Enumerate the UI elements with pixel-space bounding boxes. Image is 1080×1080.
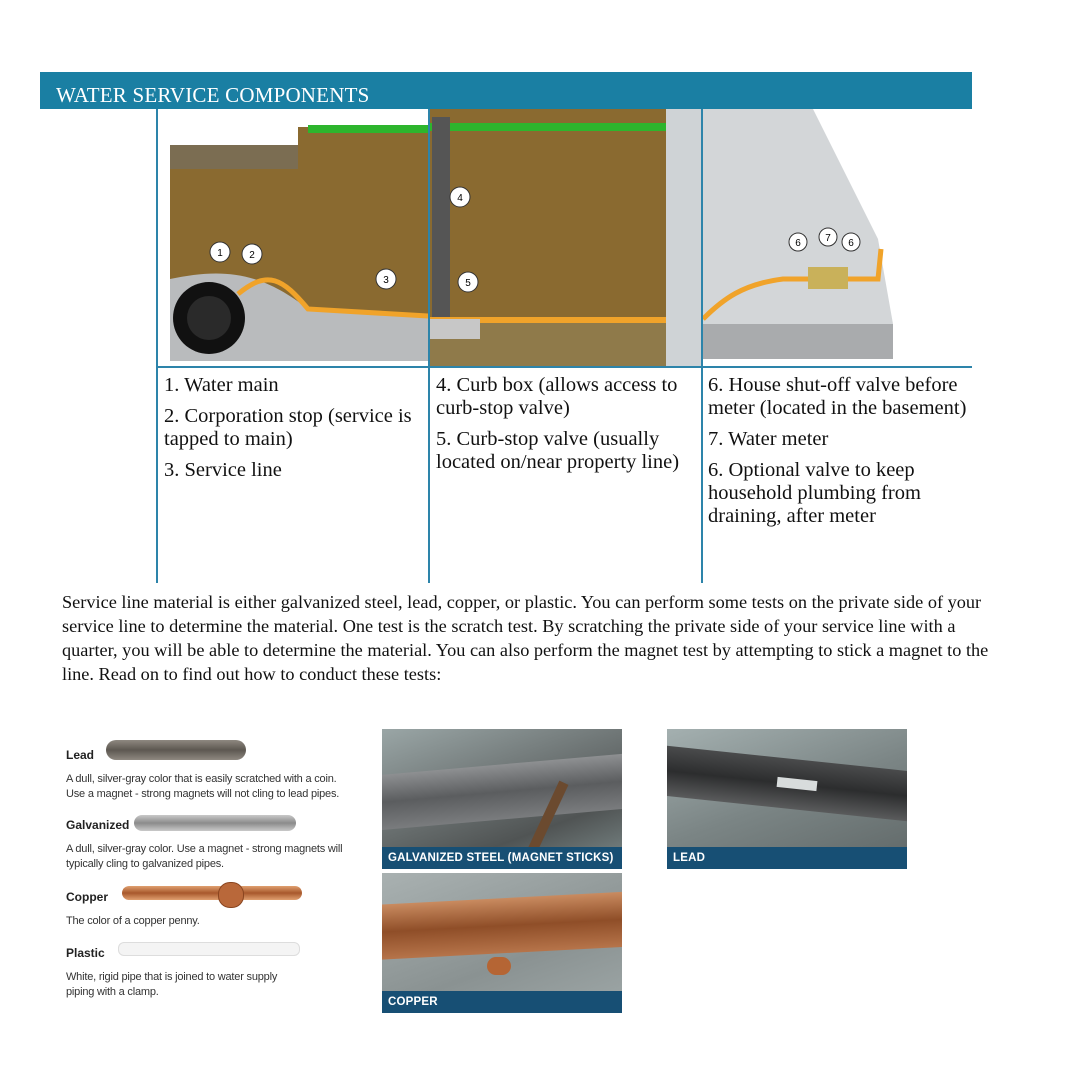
lead-pipe-image — [106, 740, 246, 760]
material-title: Copper — [66, 890, 108, 904]
svg-text:7: 7 — [825, 233, 831, 244]
galvanized-pipe-photo — [382, 752, 622, 830]
legend-item: 3. Service line — [164, 459, 282, 481]
legend-column-3 — [708, 374, 974, 536]
legend-column-2 — [436, 374, 698, 482]
marker-3 — [376, 269, 396, 289]
copper-pipe-image — [122, 886, 302, 900]
svg-text:1: 1 — [217, 248, 223, 259]
photo-galvanized — [382, 729, 622, 869]
penny-image — [218, 882, 244, 908]
legend-column-1 — [164, 374, 424, 490]
material-title: Galvanized — [66, 818, 130, 832]
plastic-pipe-image — [118, 942, 300, 956]
material-key — [66, 746, 366, 1000]
marker-1 — [210, 242, 230, 262]
photo-caption: COPPER — [382, 991, 622, 1013]
grass-strip — [308, 125, 428, 133]
photo-caption: GALVANIZED STEEL (MAGNET STICKS) — [382, 847, 622, 869]
legend-item: 4. Curb box (allows access to curb-stop valve) — [436, 374, 678, 419]
photo-caption: LEAD — [667, 847, 907, 869]
legend-item: 5. Curb-stop valve (usually located on/near property line) — [436, 428, 680, 473]
material-plastic — [66, 944, 366, 1000]
galvanized-pipe-image — [134, 815, 296, 831]
svg-text:3: 3 — [383, 275, 389, 286]
marker-6a — [789, 233, 807, 251]
body-paragraph: Service line material is either galvanized steel, lead, copper, or plastic. You can perform some tests on the private side of your service line to determine the material. One test is the scratch test. By scratching the private side of your service line with a quarter, you will be able to determine the material. You can also perform the magnet test by attempting to stick a magnet to the line. Read on to find out how to conduct these tests: — [62, 592, 989, 684]
svg-text:5: 5 — [465, 278, 471, 289]
marker-7 — [819, 228, 837, 246]
material-galvanized — [66, 816, 366, 888]
marker-2 — [242, 244, 262, 264]
material-description: A dull, silver-gray color that is easily scratched with a coin. Use a magnet - strong magnets will not cling to lead pipes. — [66, 773, 340, 800]
section-title: WATER SERVICE COMPONENTS — [56, 83, 370, 107]
legend-item: 7. Water meter — [708, 428, 829, 450]
svg-text:6: 6 — [848, 238, 854, 249]
photo-lead — [667, 729, 907, 869]
diagram-main-panel — [158, 109, 428, 366]
marker-6b — [842, 233, 860, 251]
water-meter — [808, 267, 848, 289]
legend-item: 1. Water main — [164, 374, 279, 396]
table-row-divider — [156, 366, 972, 368]
diagram-basement-panel — [703, 109, 972, 366]
marker-5 — [458, 272, 478, 292]
section-header — [40, 72, 972, 109]
foundation-wall — [666, 109, 701, 366]
legend-item: 6. House shut-off valve before meter (located in the basement) — [708, 374, 967, 419]
diagram-curb-panel — [430, 109, 701, 366]
material-title: Lead — [66, 748, 95, 762]
copper-pipe-photo — [382, 891, 622, 960]
material-description: A dull, silver-gray color. Use a magnet - strong magnets will typically cling to galvanized pipes. — [66, 843, 343, 870]
material-lead — [66, 746, 366, 816]
legend-item: 6. Optional valve to keep household plumbing from draining, after meter — [708, 459, 921, 527]
curb-box — [432, 117, 450, 317]
photo-copper — [382, 873, 622, 1013]
material-description: The color of a copper penny. — [66, 915, 200, 927]
material-copper — [66, 888, 366, 944]
svg-text:6: 6 — [795, 238, 801, 249]
legend-item: 2. Corporation stop (service is tapped to main) — [164, 405, 412, 450]
svg-text:4: 4 — [457, 193, 463, 204]
material-title: Plastic — [66, 946, 105, 960]
svg-text:2: 2 — [249, 250, 255, 261]
material-description: White, rigid pipe that is joined to water supply piping with a clamp. — [66, 971, 278, 998]
marker-4 — [450, 187, 470, 207]
penny-photo — [487, 957, 511, 975]
